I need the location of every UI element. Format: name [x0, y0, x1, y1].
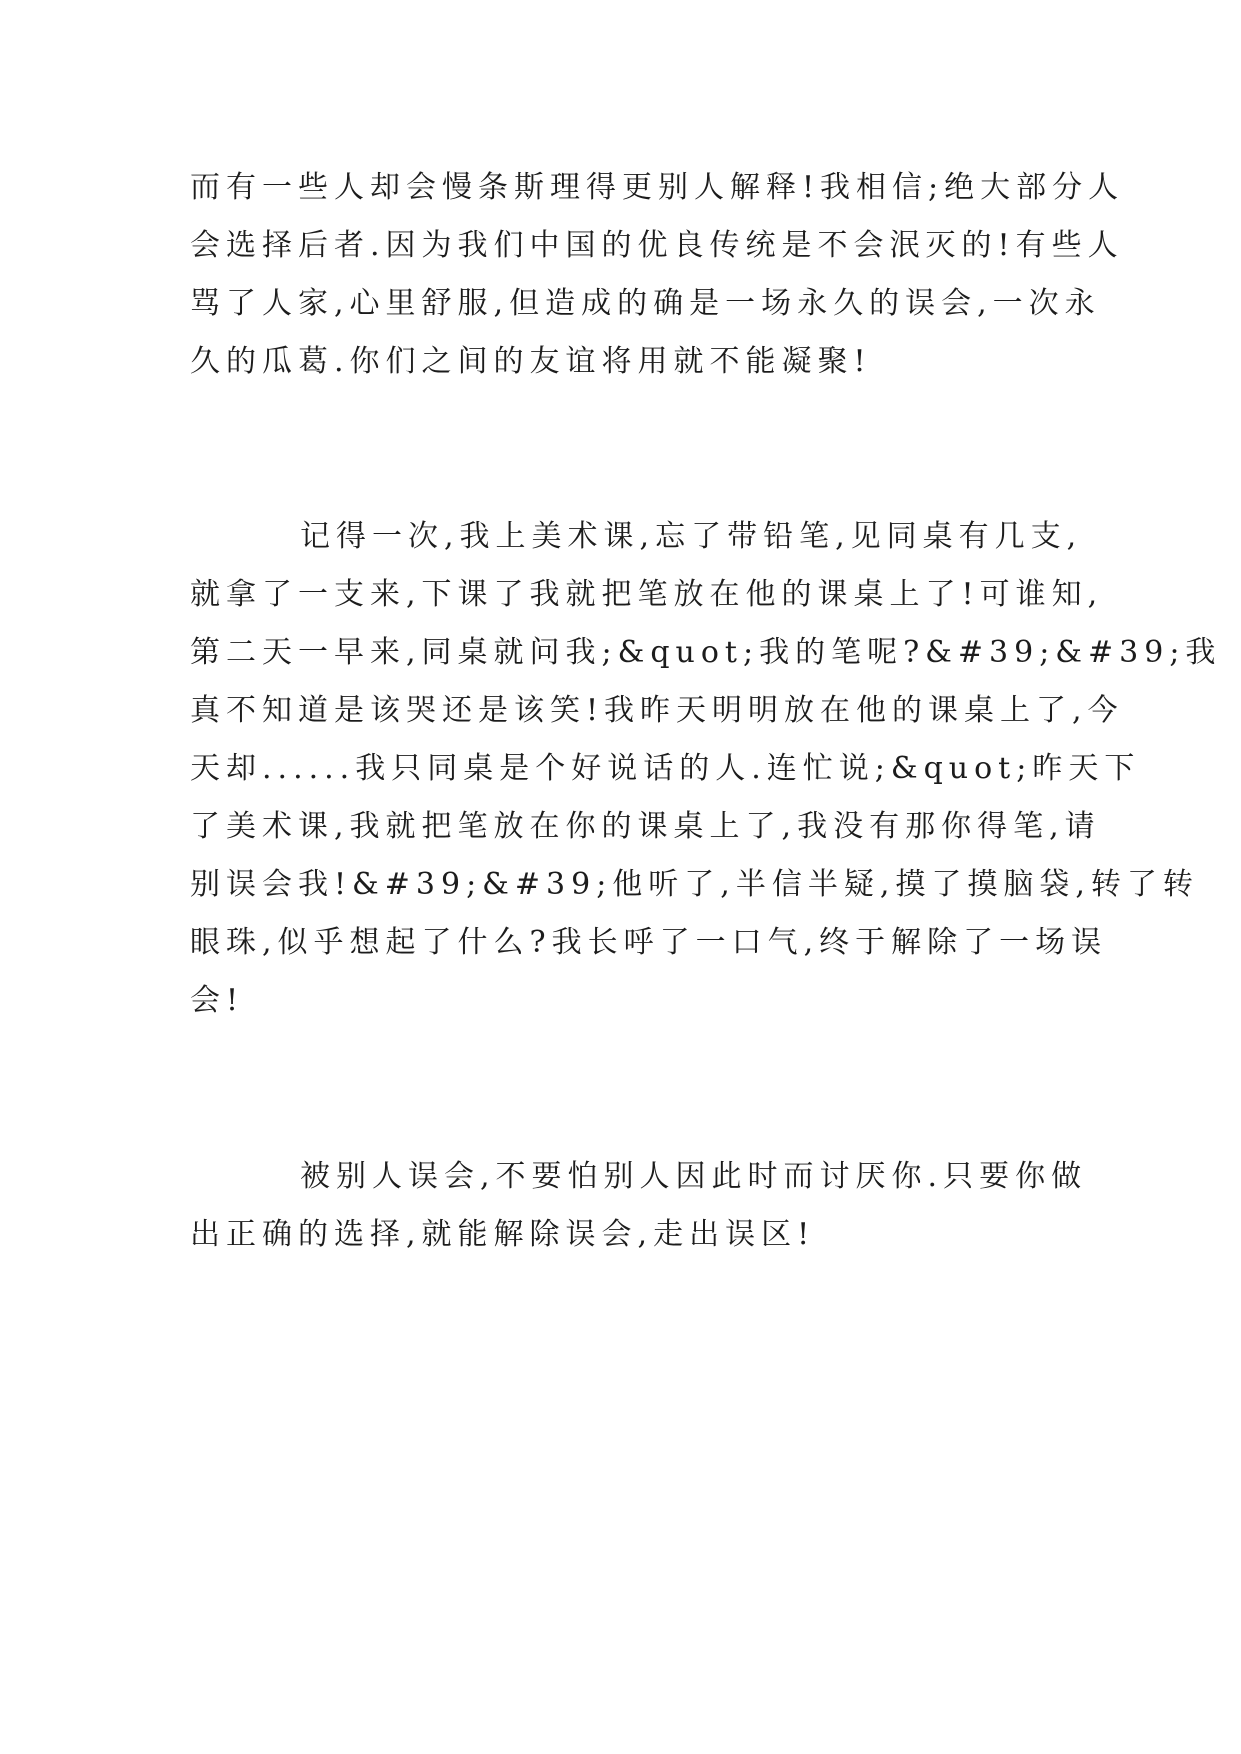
paragraph-line: 会选择后者.因为我们中国的优良传统是不会泯灭的!有些人: [190, 228, 1124, 263]
paragraph-1: [190, 159, 1125, 391]
paragraph-line: 了美术课,我就把笔放在你的课桌上了,我没有那你得笔,请: [190, 809, 1101, 844]
paragraph-2: [190, 508, 1222, 1030]
paragraph-line: 第二天一早来,同桌就问我;&quot;我的笔呢?&#39;&#39;我: [190, 635, 1222, 670]
paragraph-line: 骂了人家,心里舒服,但造成的确是一场永久的误会,一次永: [190, 286, 1101, 321]
paragraph-line: 会!: [190, 983, 245, 1018]
paragraph-line: 别误会我!&#39;&#39;他听了,半信半疑,摸了摸脑袋,转了转: [190, 867, 1199, 902]
paragraph-line: 久的瓜葛.你们之间的友谊将用就不能凝聚!: [190, 344, 872, 379]
paragraph-line: 真不知道是该哭还是该笑!我昨天明明放在他的课桌上了,今: [190, 693, 1124, 728]
paragraph-line: 就拿了一支来,下课了我就把笔放在他的课桌上了!可谁知,: [190, 577, 1104, 612]
paragraph-line: 眼珠,似乎想起了什么?我长呼了一口气,终于解除了一场误: [190, 925, 1108, 960]
paragraph-line: 天却......我只同桌是个好说话的人.连忙说;&quot;昨天下: [190, 751, 1141, 786]
paragraph-3: [190, 1148, 1088, 1264]
paragraph-line: 而有一些人却会慢条斯理得更别人解释!我相信;绝大部分人: [190, 170, 1125, 205]
paragraph-line: 被别人误会,不要怕别人因此时而讨厌你.只要你做: [300, 1159, 1088, 1194]
paragraph-line: 出正确的选择,就能解除误会,走出误区!: [190, 1217, 816, 1252]
paragraph-line: 记得一次,我上美术课,忘了带铅笔,见同桌有几支,: [300, 519, 1083, 554]
